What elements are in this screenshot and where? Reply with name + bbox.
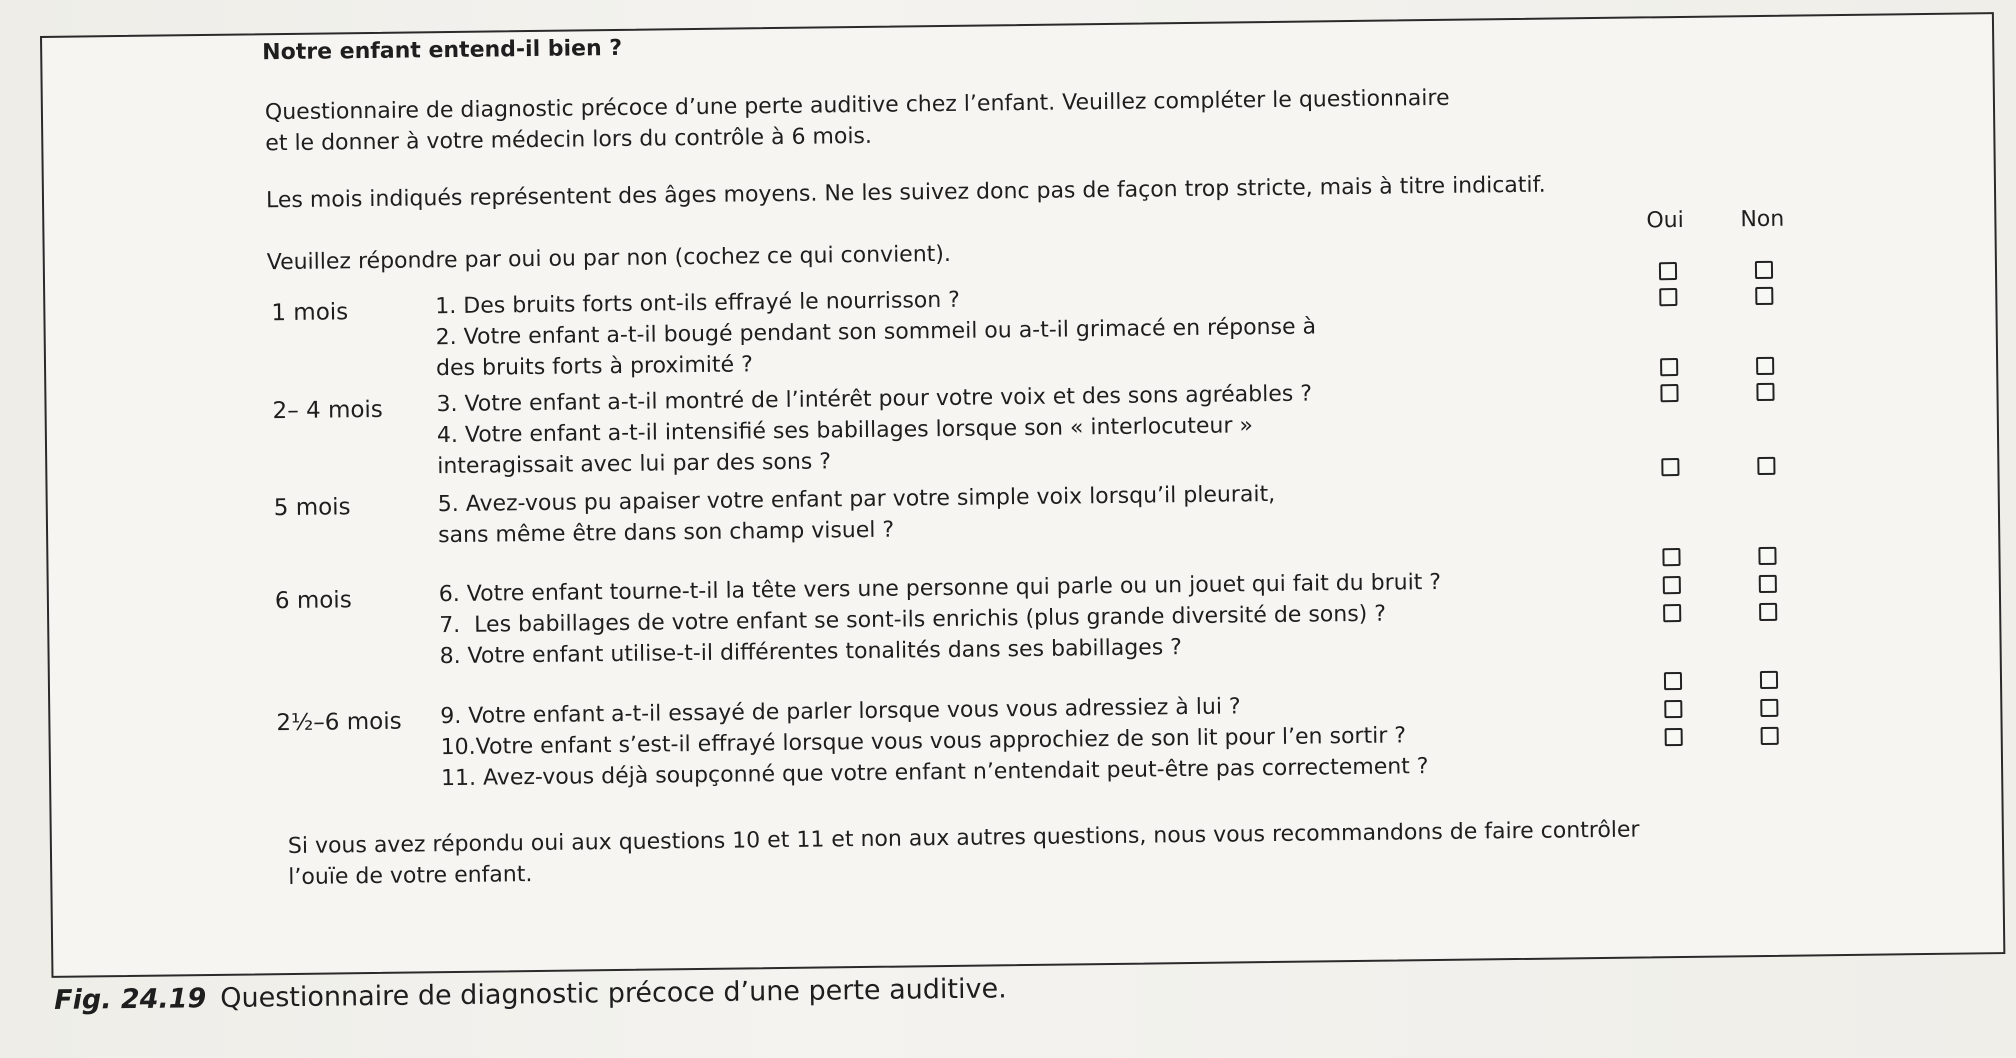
checkbox-q1-no[interactable] <box>1755 261 1773 279</box>
checkbox-q2-yes[interactable] <box>1659 288 1677 306</box>
question-line: 10.Votre enfant s’est-il effrayé lorsque vous vous approchiez de son lit pour l’en sortir ? <box>440 723 1407 761</box>
age-label: 1 mois <box>271 299 349 327</box>
question-line: 7. Les babillages de votre enfant se sont-ils enrichis (plus grande diversité de sons) ? <box>439 601 1387 639</box>
checkbox-q10-yes[interactable] <box>1664 700 1682 718</box>
column-header-yes: Oui <box>1646 207 1684 234</box>
checkbox-q7-no[interactable] <box>1759 575 1777 593</box>
conclusion-line-2: l’ouïe de votre enfant. <box>288 862 533 891</box>
questionnaire-frame <box>40 12 2005 978</box>
checkbox-q10-no[interactable] <box>1760 699 1778 717</box>
questionnaire-title: Notre enfant entend-il bien ? <box>262 35 623 66</box>
question-line: 8. Votre enfant utilise-t-il différentes tonalités dans ses babillages ? <box>439 635 1183 670</box>
checkbox-q1-yes[interactable] <box>1659 262 1677 280</box>
checkbox-q6-yes[interactable] <box>1662 548 1680 566</box>
question-line: 3. Votre enfant a-t-il montré de l’intérêt pour votre voix et des sons agréables ? <box>436 381 1313 418</box>
checkbox-q2-no[interactable] <box>1755 287 1773 305</box>
checkbox-q9-no[interactable] <box>1760 671 1778 689</box>
question-line: 6. Votre enfant tourne-t-il la tête vers une personne qui parle ou un jouet qui fait du bruit ? <box>438 569 1442 608</box>
checkbox-q8-yes[interactable] <box>1663 604 1681 622</box>
figure-label: Fig. 24.19 <box>54 983 207 1016</box>
question-line: 5. Avez-vous pu apaiser votre enfant par votre simple voix lorsqu’il pleurait, <box>437 481 1276 518</box>
question-line: des bruits forts à proximité ? <box>435 352 753 382</box>
checkbox-q11-no[interactable] <box>1761 727 1779 745</box>
checkbox-q8-no[interactable] <box>1759 603 1777 621</box>
intro-line-1: Questionnaire de diagnostic précoce d’une perte auditive chez l’enfant. Veuillez compléter le questionnaire <box>264 85 1450 126</box>
checkbox-q9-yes[interactable] <box>1664 672 1682 690</box>
age-label: 2– 4 mois <box>272 396 384 425</box>
question-line: sans même être dans son champ visuel ? <box>437 517 895 549</box>
age-label: 2½–6 mois <box>276 708 402 737</box>
question-line: 4. Votre enfant a-t-il intensifié ses babillages lorsque son « interlocuteur » <box>436 413 1254 449</box>
intro-instruction: Veuillez répondre par oui ou par non (cochez ce qui convient). <box>266 241 952 276</box>
question-line: 11. Avez-vous déjà soupçonné que votre enfant n’entendait peut-être pas correctement ? <box>440 754 1429 792</box>
checkbox-q11-yes[interactable] <box>1665 728 1683 746</box>
checkbox-q3-no[interactable] <box>1756 357 1774 375</box>
checkbox-q3-yes[interactable] <box>1660 358 1678 376</box>
checkbox-q4-yes[interactable] <box>1660 384 1678 402</box>
conclusion-line-1: Si vous avez répondu oui aux questions 10 et 11 et non aux autres questions, nous vous recommandons de faire contrôler <box>287 817 1640 860</box>
question-line: 9. Votre enfant a-t-il essayé de parler lorsque vous vous adressiez à lui ? <box>440 694 1241 730</box>
question-line: 1. Des bruits forts ont-ils effrayé le nourrisson ? <box>435 287 961 320</box>
checkbox-q5-yes[interactable] <box>1661 458 1679 476</box>
checkbox-q4-no[interactable] <box>1756 383 1774 401</box>
age-label: 6 mois <box>274 587 352 615</box>
checkbox-q6-no[interactable] <box>1758 547 1776 565</box>
column-header-no: Non <box>1740 206 1785 233</box>
figure-caption <box>54 973 1007 1016</box>
question-line: interagissait avec lui par des sons ? <box>437 449 832 480</box>
question-line: 2. Votre enfant a-t-il bougé pendant son sommeil ou a-t-il grimacé en réponse à <box>435 314 1317 351</box>
intro-line-2: et le donner à votre médecin lors du contrôle à 6 mois. <box>265 123 873 157</box>
intro-note: Les mois indiqués représentent des âges moyens. Ne les suivez donc pas de façon trop stricte, mais à titre indicatif. <box>265 172 1546 214</box>
checkbox-q5-no[interactable] <box>1757 457 1775 475</box>
figure-caption-text: Questionnaire de diagnostic précoce d’une perte auditive. <box>220 973 1007 1014</box>
age-label: 5 mois <box>273 494 351 522</box>
checkbox-q7-yes[interactable] <box>1663 576 1681 594</box>
